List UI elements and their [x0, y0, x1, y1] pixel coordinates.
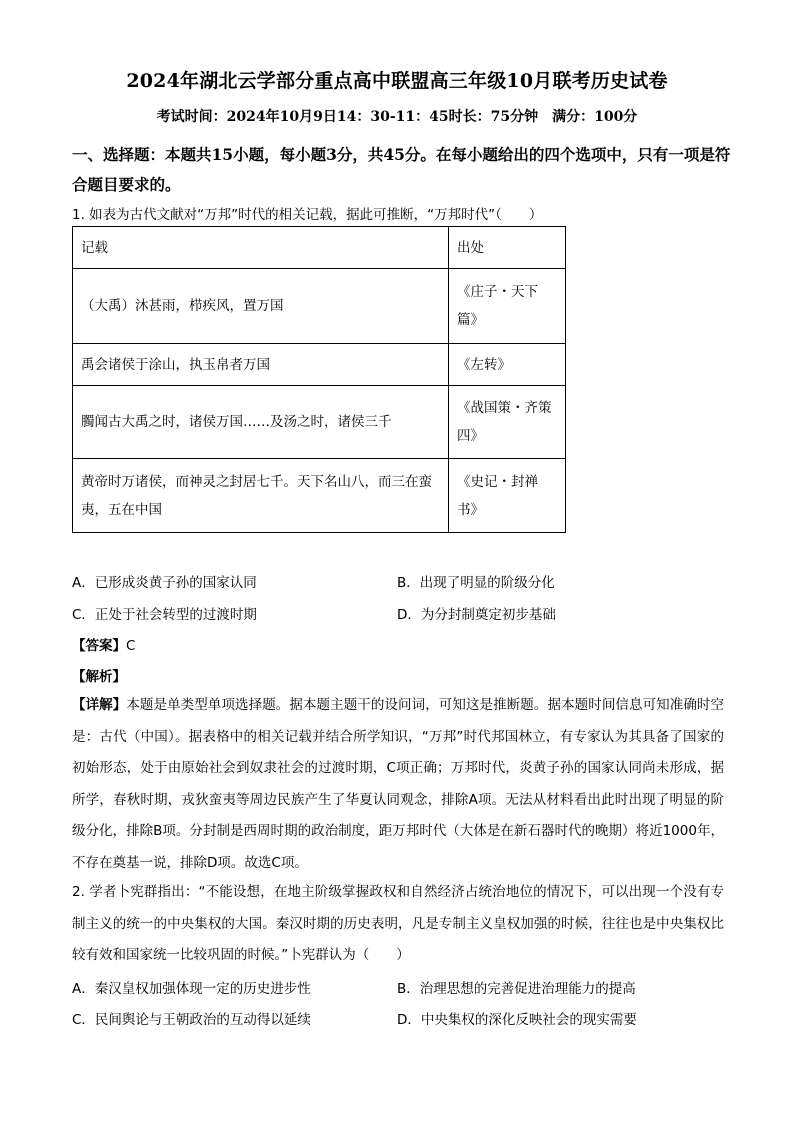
table-header-cell: 出处: [449, 227, 566, 269]
question-1-stem: 1. 如表为古代文献对“万邦”时代的相关记载，据此可推断，“万邦时代”（ ）: [72, 207, 543, 223]
q1-option-c: C．正处于社会转型的过渡时期: [72, 607, 257, 623]
detail-label: 【详解】: [72, 697, 127, 713]
table-header-row: [73, 227, 566, 269]
source-table: [72, 226, 566, 533]
table-cell: 臅闻古大禹之时，诸侯万国……及汤之时，诸侯三千: [73, 386, 449, 459]
table-cell: 《史记・封禅书》: [449, 459, 566, 533]
q1-option-d: D．为分封制奠定初步基础: [397, 607, 556, 623]
table-cell: 禹会诸侯于涂山，执玉帛者万国: [73, 344, 449, 386]
q1-answer: [72, 634, 135, 654]
question-2-stem: 2. 学者卜宪群指出：“不能设想，在地主阶级掌握政权和自然经济占统治地位的情况下，可以出现一个没有专制主义的统一的中央集权的大国。秦汉时期的历史表明，凡是专制主义皇权加强的时候，往往也是中央集权比较有效和国家统一比较巩固的时候。”卜宪群认为（ ）: [72, 884, 724, 963]
table-cell: 《战国策・齐策四》: [449, 386, 566, 459]
exam-title: 2024年湖北云学部分重点高中联盟高三年级10月联考历史试卷: [126, 70, 668, 92]
detail-text: 本题是单类型单项选择题。据本题主题干的设问词，可知这是推断题。据本题时间信息可知准确时空是：古代（中国）。据表格中的相关记载并结合所学知识，“万邦”时代邦国林立，有专家认为其具备了国家的初始形态，处于由原始社会到奴隶社会的过渡时期，C项正确；万邦时代，炎黄子孙的国家认同尚未形成，据所学，春秋时期，戎狄蛮夷等周边民族产生了华夏认同观念，排除A项。无法从材料看出此时出现了明显的阶级分化，排除B项。分封制是西周时期的政治制度，距万邦时代（大体是在新石器时代的晚期）将近1000年，不存在奠基一说，排除D项。故选C项。: [72, 697, 725, 871]
answer-value: C: [126, 638, 136, 654]
q1-option-b: B．出现了明显的阶级分化: [397, 575, 555, 591]
table-row: [73, 459, 566, 533]
answer-label: 【答案】: [72, 638, 126, 654]
table-header-cell: 记载: [73, 227, 449, 269]
q2-option-b: B．治理思想的完善促进治理能力的提高: [397, 981, 636, 997]
analysis-label: 【解析】: [72, 669, 126, 685]
q2-option-c: C．民间舆论与王朝政治的互动得以延续: [72, 1012, 311, 1028]
q1-detail: [72, 690, 724, 879]
q1-analysis-label: [72, 665, 126, 685]
table-cell: （大禹）沐甚雨，栉疾风，置万国: [73, 269, 449, 344]
q2-option-a: A．秦汉皇权加强体现一定的历史进步性: [72, 981, 311, 997]
table-cell: 黄帝时万诸侯，而神灵之封居七千。天下名山八，而三在蛮夷，五在中国: [73, 459, 449, 533]
q1-option-a: A．已形成炎黄子孙的国家认同: [72, 575, 257, 591]
exam-meta: 考试时间：2024年10月9日14：30-11：45时长：75分钟 满分：100分: [156, 109, 638, 125]
table-row: [73, 386, 566, 459]
section-heading: 一、选择题：本题共15小题，每小题3分，共45分。在每小题给出的四个选项中，只有一项是符合题目要求的。: [72, 145, 731, 194]
table-row: [73, 344, 566, 386]
q2-option-d: D．中央集权的深化反映社会的现实需要: [397, 1012, 637, 1028]
table-cell: 《庄子・天下篇》: [449, 269, 566, 344]
table-cell: 《左转》: [449, 344, 566, 386]
table-row: [73, 269, 566, 344]
